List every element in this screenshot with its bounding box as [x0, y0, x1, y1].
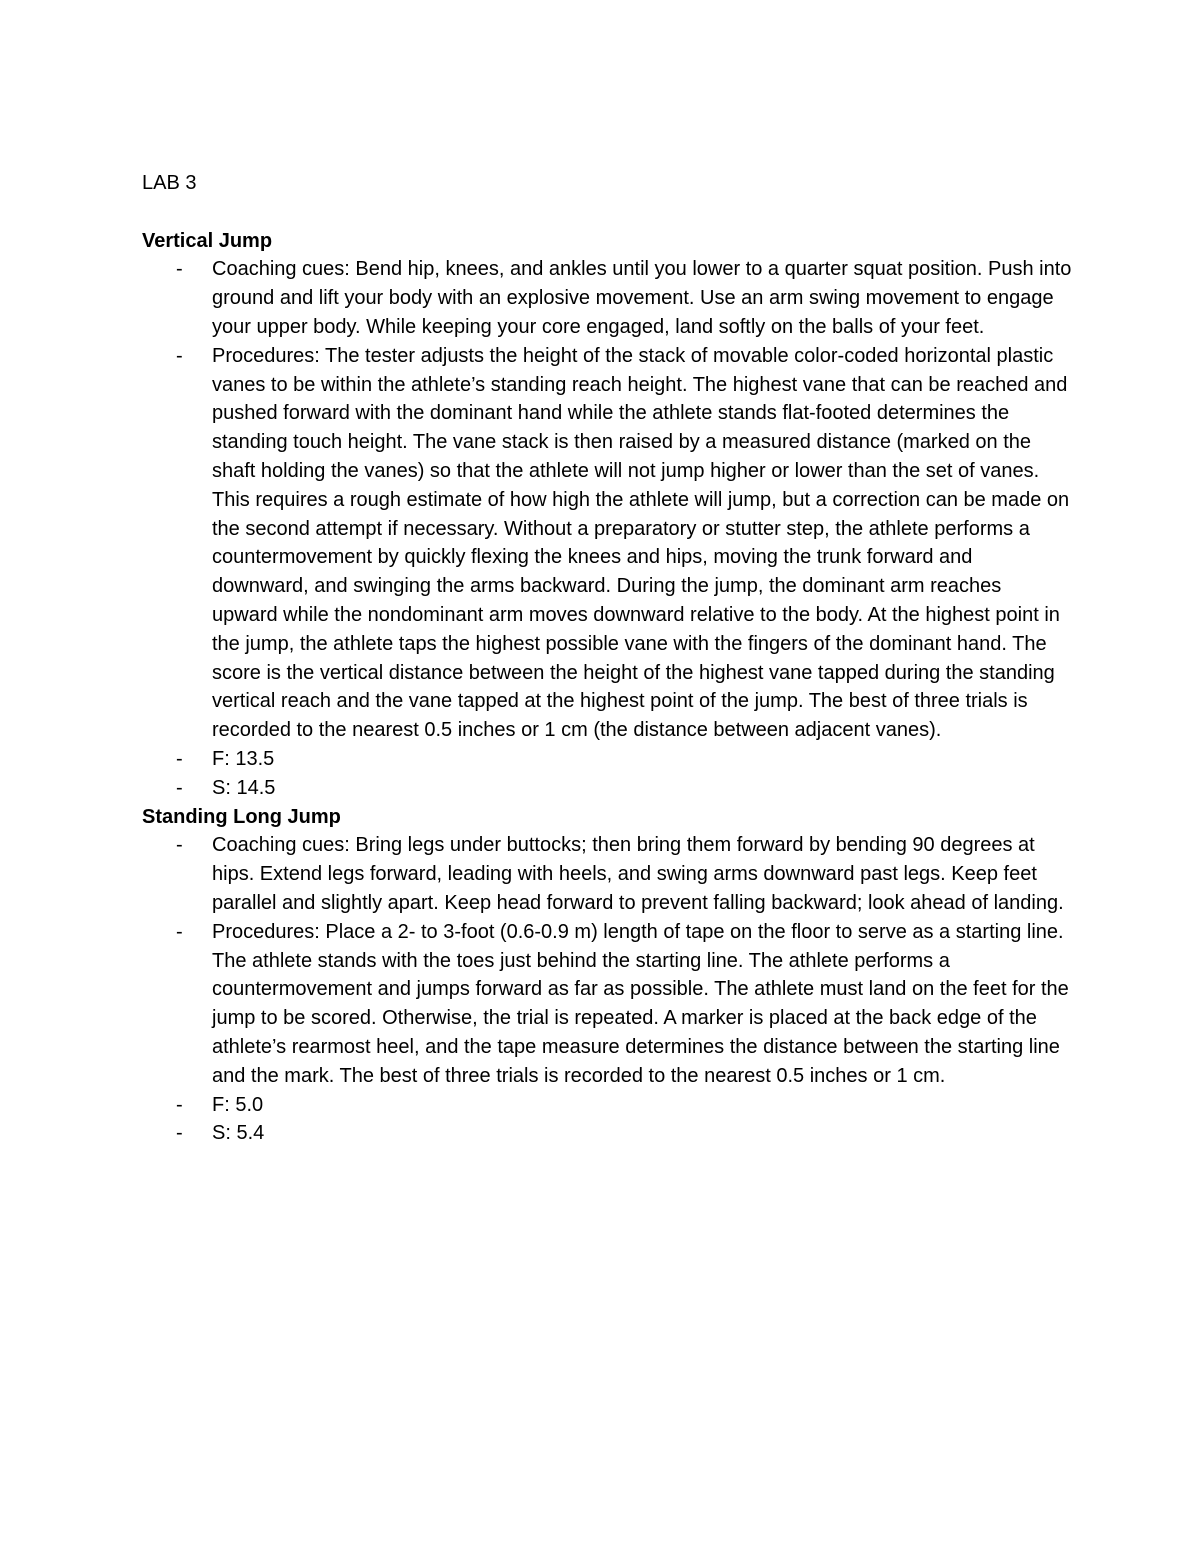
- list-item-f-score: [142, 745, 1072, 774]
- list-item-coaching-cues: [142, 831, 1072, 917]
- list-item-procedures: [142, 918, 1072, 1091]
- section-heading-standing-long-jump: Standing Long Jump: [142, 805, 341, 828]
- section-heading-vertical-jump: Vertical Jump: [142, 229, 273, 252]
- list-item-text: S: 14.5: [212, 776, 276, 799]
- list-item-text: S: 5.4: [212, 1122, 265, 1145]
- list-item-procedures: [142, 342, 1072, 745]
- blank-line: [142, 198, 1072, 227]
- bullet-dash: -: [176, 834, 183, 857]
- bullet-dash: -: [176, 258, 183, 281]
- list-item-text: Coaching cues: Bring legs under buttocks; then bring them forward by bending 90 degrees at hips. Extend legs forward, leading with heels, and swing arms downward past legs. Keep feet parallel and slightly apart. Keep head forward to prevent falling backward; look ahead of landing.: [212, 834, 1064, 914]
- list-item-f-score: [142, 1091, 1072, 1120]
- vertical-jump-list: [142, 255, 1072, 802]
- list-item-text: F: 13.5: [212, 747, 275, 770]
- list-item-s-score: [142, 1119, 1072, 1148]
- document-title: LAB 3: [142, 172, 197, 194]
- standing-long-jump-list: [142, 831, 1072, 1148]
- document-body: [142, 169, 1072, 1148]
- list-item-text: Coaching cues: Bend hip, knees, and ankles until you lower to a quarter squat position. Push into ground and lift your body with an explosive movement. Use an arm swing movement to engage your upper body. While keeping your core engaged, land softly on the balls of your feet.: [212, 258, 1072, 338]
- list-item-s-score: [142, 774, 1072, 803]
- bullet-dash: -: [176, 1093, 183, 1116]
- list-item-text: Procedures: Place a 2- to 3-foot (0.6-0.9 m) length of tape on the floor to serve as a starting line. The athlete stands with the toes just behind the starting line. The athlete performs a countermovement and jumps forward as far as possible. The athlete must land on the feet for the jump to be scored. Otherwise, the trial is repeated. A marker is placed at the back edge of the athlete’s rearmost heel, and the tape measure determines the distance between the starting line and the mark. The best of three trials is recorded to the nearest 0.5 inches or 1 cm.: [212, 920, 1069, 1087]
- list-item-text: Procedures: The tester adjusts the height of the stack of movable color-coded horizontal plastic vanes to be within the athlete’s standing reach height. The highest vane that can be reached and pushed forward with the dominant hand while the athlete stands flat-footed determines the standing touch height. The vane stack is then raised by a measured distance (marked on the shaft holding the vanes) so that the athlete will not jump higher or lower than the set of vanes. This requires a rough estimate of how high the athlete will jump, but a correction can be made on the second attempt if necessary. Without a preparatory or stutter step, the athlete performs a countermovement by quickly flexing the knees and hips, moving the trunk forward and downward, and swinging the arms backward. During the jump, the dominant arm reaches upward while the nondominant arm moves downward relative to the body. At the highest point in the jump, the athlete taps the highest possible vane with the fingers of the dominant hand. The score is the vertical distance between the height of the highest vane tapped during the standing vertical reach and the vane tapped at the highest point of the jump. The best of three trials is recorded to the nearest 0.5 inches or 1 cm (the distance between adjacent vanes).: [212, 344, 1070, 742]
- bullet-dash: -: [176, 1122, 183, 1145]
- bullet-dash: -: [176, 920, 183, 943]
- bullet-dash: -: [176, 344, 183, 367]
- bullet-dash: -: [176, 776, 183, 799]
- list-item-coaching-cues: [142, 255, 1072, 341]
- list-item-text: F: 5.0: [212, 1093, 264, 1116]
- bullet-dash: -: [176, 747, 183, 770]
